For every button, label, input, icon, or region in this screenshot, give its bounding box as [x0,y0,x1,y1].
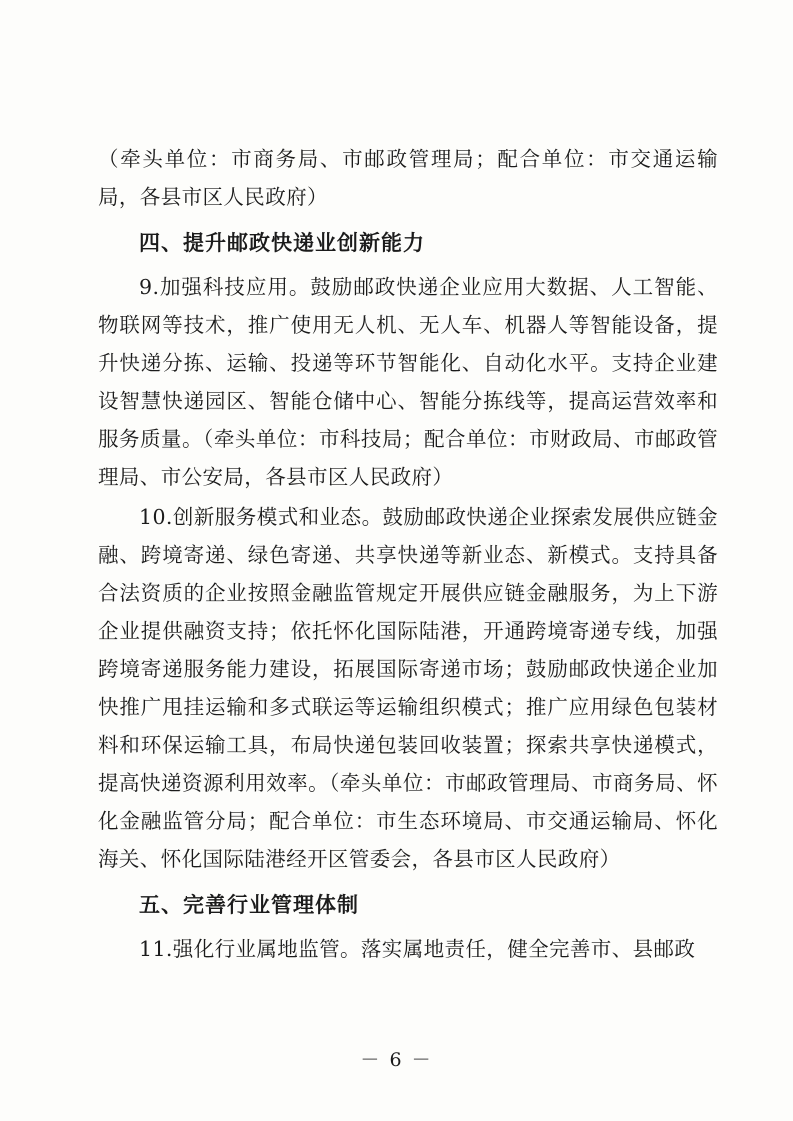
page-footer [0,1045,793,1072]
page-number: － 6 － [360,1049,433,1071]
paragraph-item-9: 9.加强科技应用。鼓励邮政快递企业应用大数据、人工智能、物联网等技术，推广使用无人机、无人车、机器人等智能设备，提升快递分拣、运输、投递等环节智能化、自动化水平。支持企业建设智慧快递园区、智能仓储中心、智能分拣线等，提高运营效率和服务质量。（牵头单位：市科技局；配合单位：市财政局、市邮政管理局、市公安局，各县市区人民政府） [98,275,718,489]
paragraph-item-10: 10.创新服务模式和业态。鼓励邮政快递企业探索发展供应链金融、跨境寄递、绿色寄递、共享快递等新业态、新模式。支持具备合法资质的企业按照金融监管规定开展供应链金融服务，为上下游企业提供融资支持；依托怀化国际陆港，开通跨境寄递专线，加强跨境寄递服务能力建设，拓展国际寄递市场；鼓励邮政快递企业加快推广甩挂运输和多式联运等运输组织模式；推广应用绿色包装材料和环保运输工具，布局快递包装回收装置；探索共享快递模式，提高快递资源利用效率。（牵头单位：市邮政管理局、市商务局、怀化金融监管分局；配合单位：市生态环境局、市交通运输局、怀化海关、怀化国际陆港经开区管委会，各县市区人民政府） [98,505,718,871]
paragraph-item-11: 11.强化行业属地监管。落实属地责任，健全完善市、县邮政 [139,937,696,961]
section-heading-five: 五、完善行业管理体制 [139,893,359,917]
section-heading-four: 四、提升邮政快递业创新能力 [139,231,425,255]
document-body [98,140,718,970]
paragraph-lead-unit-note: （牵头单位：市商务局、市邮政管理局；配合单位：市交通运输局，各县市区人民政府） [98,147,718,209]
